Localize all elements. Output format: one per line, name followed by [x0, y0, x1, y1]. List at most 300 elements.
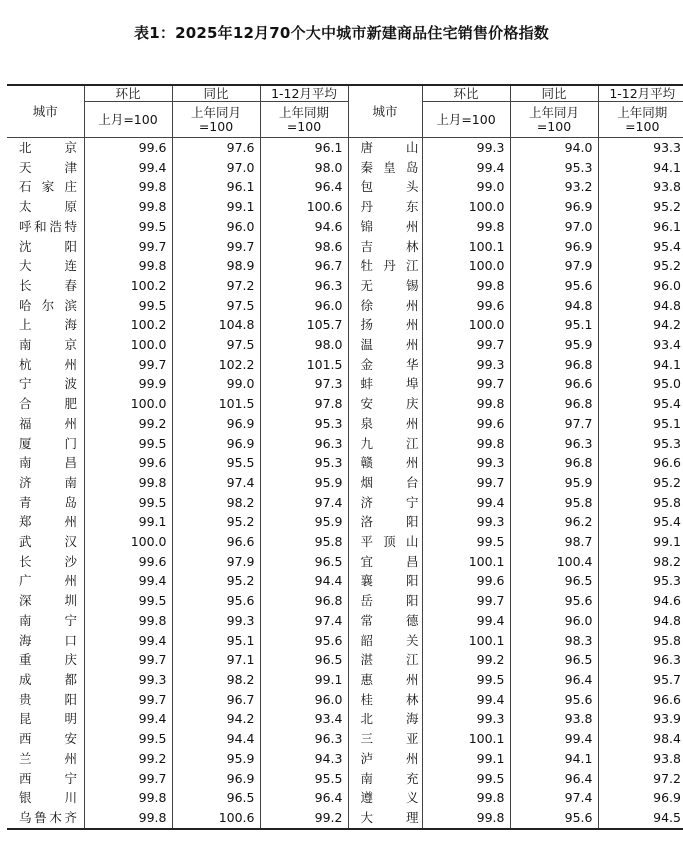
mom-value-right: 99.4: [422, 611, 510, 631]
table-row: [7, 158, 683, 178]
city-label: 包 头: [360, 179, 419, 195]
city-name-right: [348, 158, 422, 178]
yoy-value-left: 101.5: [172, 394, 260, 414]
avg-value-right: 94.1: [598, 355, 683, 375]
mom-value-right: 99.1: [422, 749, 510, 769]
avg-value-right: 95.4: [598, 237, 683, 257]
city-name-left: [7, 197, 84, 217]
yoy-value-right: 96.9: [510, 197, 598, 217]
city-label: 常 德: [360, 612, 419, 628]
avg-value-right: 93.8: [598, 177, 683, 197]
city-name-right: [348, 296, 422, 316]
yoy-value-right: 97.7: [510, 414, 598, 434]
avg-value-right: 96.6: [598, 690, 683, 710]
avg-value-left: 101.5: [260, 355, 348, 375]
yoy-value-left: 95.9: [172, 749, 260, 769]
mom-value-right: 100.1: [422, 552, 510, 572]
yoy-value-right: 95.6: [510, 690, 598, 710]
yoy-value-left: 94.2: [172, 709, 260, 729]
yoy-value-right: 95.6: [510, 591, 598, 611]
city-name-right: [348, 177, 422, 197]
avg-value-left: 96.3: [260, 729, 348, 749]
yoy-value-right: 93.2: [510, 177, 598, 197]
avg-value-left: 94.3: [260, 749, 348, 769]
city-label: 银 川: [19, 790, 77, 806]
city-name-right: [348, 197, 422, 217]
yoy-value-left: 97.6: [172, 138, 260, 158]
yoy-value-right: 95.6: [510, 276, 598, 296]
avg-value-left: 96.3: [260, 434, 348, 454]
avg-value-right: 98.2: [598, 552, 683, 572]
avg-value-left: 95.9: [260, 473, 348, 493]
city-label: 大 理: [360, 809, 419, 825]
city-name-left: [7, 788, 84, 808]
table-row: [7, 453, 683, 473]
city-label: 西 宁: [19, 770, 77, 786]
mom-value-left: 99.8: [84, 788, 172, 808]
city-name-right: [348, 374, 422, 394]
city-label: 郑 州: [19, 514, 77, 530]
table-row: [7, 276, 683, 296]
header-mom-base: 上月=100: [84, 102, 172, 138]
yoy-value-right: 96.8: [510, 453, 598, 473]
city-name-left: [7, 808, 84, 829]
avg-value-right: 96.1: [598, 217, 683, 237]
city-name-right: [348, 788, 422, 808]
avg-value-right: 94.5: [598, 808, 683, 829]
price-index-table: [7, 84, 683, 830]
city-name-left: [7, 650, 84, 670]
mom-value-left: 100.0: [84, 335, 172, 355]
avg-value-right: 96.3: [598, 650, 683, 670]
yoy-value-left: 97.1: [172, 650, 260, 670]
avg-value-right: 94.8: [598, 296, 683, 316]
mom-value-right: 99.3: [422, 512, 510, 532]
mom-value-left: 100.0: [84, 394, 172, 414]
avg-value-left: 96.3: [260, 276, 348, 296]
city-name-right: [348, 611, 422, 631]
yoy-value-right: 96.4: [510, 769, 598, 789]
city-label: 呼 和 浩 特: [19, 218, 77, 234]
yoy-value-left: 96.1: [172, 177, 260, 197]
mom-value-right: 99.8: [422, 217, 510, 237]
header-city: 城市: [7, 85, 84, 138]
city-label: 广 州: [19, 573, 77, 589]
table-row: [7, 237, 683, 257]
city-name-right: [348, 769, 422, 789]
yoy-value-right: 94.1: [510, 749, 598, 769]
yoy-value-left: 98.2: [172, 670, 260, 690]
city-label: 吉 林: [360, 238, 419, 254]
mom-value-left: 99.6: [84, 138, 172, 158]
city-label: 扬 州: [360, 317, 419, 333]
city-label: 西 安: [19, 731, 77, 747]
table-row: [7, 315, 683, 335]
avg-value-left: 96.0: [260, 296, 348, 316]
yoy-value-right: 98.7: [510, 532, 598, 552]
yoy-value-left: 97.4: [172, 473, 260, 493]
table-row: [7, 670, 683, 690]
city-label: 九 江: [360, 435, 419, 451]
table-row: [7, 138, 683, 158]
city-label: 太 原: [19, 199, 77, 215]
city-name-left: [7, 138, 84, 158]
table-row: [7, 552, 683, 572]
city-name-right: [348, 276, 422, 296]
mom-value-right: 99.7: [422, 335, 510, 355]
city-name-left: [7, 453, 84, 473]
yoy-value-right: 97.4: [510, 788, 598, 808]
city-name-right: [348, 591, 422, 611]
mom-value-left: 99.2: [84, 749, 172, 769]
avg-value-left: 96.4: [260, 788, 348, 808]
yoy-value-right: 96.8: [510, 355, 598, 375]
table-row: [7, 769, 683, 789]
avg-value-left: 96.7: [260, 256, 348, 276]
city-label: 青 岛: [19, 494, 77, 510]
city-label: 烟 台: [360, 474, 419, 490]
avg-value-left: 95.3: [260, 453, 348, 473]
header-avg-base: 上年同期=100: [260, 102, 348, 138]
city-label: 长 沙: [19, 553, 77, 569]
avg-value-right: 95.8: [598, 631, 683, 651]
yoy-value-left: 99.1: [172, 197, 260, 217]
mom-value-left: 100.2: [84, 315, 172, 335]
city-label: 上 海: [19, 317, 77, 333]
city-label: 合 肥: [19, 396, 77, 412]
yoy-value-left: 100.6: [172, 808, 260, 829]
city-name-right: [348, 473, 422, 493]
yoy-value-left: 95.5: [172, 453, 260, 473]
city-name-left: [7, 276, 84, 296]
header-mom-base-right: 上月=100: [422, 102, 510, 138]
avg-value-left: 95.8: [260, 532, 348, 552]
city-label: 成 都: [19, 671, 77, 687]
table-row: [7, 788, 683, 808]
city-label: 厦 门: [19, 435, 77, 451]
header-mom-right: 环比: [422, 85, 510, 102]
mom-value-left: 99.7: [84, 690, 172, 710]
city-label: 福 州: [19, 415, 77, 431]
header-yoy-base: 上年同月=100: [172, 102, 260, 138]
avg-value-right: 95.7: [598, 670, 683, 690]
mom-value-right: 99.8: [422, 394, 510, 414]
yoy-value-right: 95.9: [510, 473, 598, 493]
avg-value-right: 95.3: [598, 434, 683, 454]
city-label: 惠 州: [360, 671, 419, 687]
mom-value-right: 100.1: [422, 237, 510, 257]
yoy-value-left: 97.0: [172, 158, 260, 178]
city-label: 南 京: [19, 337, 77, 353]
city-name-right: [348, 414, 422, 434]
avg-value-right: 96.6: [598, 453, 683, 473]
city-name-right: [348, 237, 422, 257]
yoy-value-left: 96.9: [172, 414, 260, 434]
mom-value-right: 100.0: [422, 197, 510, 217]
yoy-value-right: 95.6: [510, 808, 598, 829]
mom-value-right: 99.5: [422, 769, 510, 789]
table-row: [7, 611, 683, 631]
table-row: [7, 729, 683, 749]
city-label: 徐 州: [360, 297, 419, 313]
mom-value-left: 99.5: [84, 493, 172, 513]
city-name-left: [7, 749, 84, 769]
avg-value-left: 93.4: [260, 709, 348, 729]
city-label: 洛 阳: [360, 514, 419, 530]
avg-value-right: 94.2: [598, 315, 683, 335]
city-name-left: [7, 296, 84, 316]
city-name-left: [7, 473, 84, 493]
city-label: 宜 昌: [360, 553, 419, 569]
avg-value-right: 95.2: [598, 473, 683, 493]
city-label: 宁 波: [19, 376, 77, 392]
yoy-value-left: 96.6: [172, 532, 260, 552]
city-name-left: [7, 158, 84, 178]
avg-value-right: 95.4: [598, 512, 683, 532]
yoy-value-right: 100.4: [510, 552, 598, 572]
city-label: 牡 丹 江: [360, 258, 419, 274]
yoy-value-left: 102.2: [172, 355, 260, 375]
city-name-left: [7, 532, 84, 552]
avg-value-left: 96.5: [260, 650, 348, 670]
table-row: [7, 256, 683, 276]
city-label: 岳 阳: [360, 593, 419, 609]
avg-value-left: 96.8: [260, 591, 348, 611]
city-label: 兰 州: [19, 750, 77, 766]
yoy-value-right: 94.0: [510, 138, 598, 158]
city-name-right: [348, 335, 422, 355]
table-row: [7, 532, 683, 552]
avg-value-left: 98.6: [260, 237, 348, 257]
mom-value-left: 99.8: [84, 473, 172, 493]
yoy-value-right: 97.0: [510, 217, 598, 237]
yoy-value-right: 96.5: [510, 571, 598, 591]
mom-value-left: 100.2: [84, 276, 172, 296]
avg-value-right: 93.4: [598, 335, 683, 355]
mom-value-right: 99.4: [422, 493, 510, 513]
yoy-value-right: 94.8: [510, 296, 598, 316]
city-name-right: [348, 315, 422, 335]
yoy-value-left: 99.3: [172, 611, 260, 631]
mom-value-right: 99.0: [422, 177, 510, 197]
city-name-right: [348, 493, 422, 513]
city-name-right: [348, 394, 422, 414]
mom-value-left: 99.8: [84, 197, 172, 217]
city-label: 丹 东: [360, 199, 419, 215]
city-name-left: [7, 611, 84, 631]
city-label: 深 圳: [19, 593, 77, 609]
mom-value-left: 99.6: [84, 453, 172, 473]
mom-value-left: 99.5: [84, 591, 172, 611]
avg-value-right: 97.2: [598, 769, 683, 789]
yoy-value-left: 95.2: [172, 571, 260, 591]
avg-value-left: 96.0: [260, 690, 348, 710]
mom-value-left: 99.8: [84, 808, 172, 829]
yoy-value-left: 96.7: [172, 690, 260, 710]
yoy-value-right: 96.9: [510, 237, 598, 257]
avg-value-right: 96.0: [598, 276, 683, 296]
mom-value-right: 99.5: [422, 670, 510, 690]
city-name-left: [7, 355, 84, 375]
avg-value-right: 94.8: [598, 611, 683, 631]
city-label: 济 宁: [360, 494, 419, 510]
table-row: [7, 414, 683, 434]
yoy-value-right: 93.8: [510, 709, 598, 729]
city-label: 蚌 埠: [360, 376, 419, 392]
city-label: 平 顶 山: [360, 534, 419, 550]
mom-value-right: 99.2: [422, 650, 510, 670]
city-name-right: [348, 138, 422, 158]
city-name-left: [7, 591, 84, 611]
mom-value-left: 99.5: [84, 729, 172, 749]
mom-value-right: 99.3: [422, 453, 510, 473]
avg-value-left: 97.4: [260, 493, 348, 513]
avg-value-left: 100.6: [260, 197, 348, 217]
city-name-right: [348, 512, 422, 532]
city-name-right: [348, 552, 422, 572]
city-label: 大 连: [19, 258, 77, 274]
mom-value-left: 99.2: [84, 414, 172, 434]
mom-value-left: 99.9: [84, 374, 172, 394]
city-name-right: [348, 256, 422, 276]
mom-value-left: 99.8: [84, 611, 172, 631]
mom-value-left: 99.6: [84, 552, 172, 572]
mom-value-right: 100.0: [422, 256, 510, 276]
table-row: [7, 473, 683, 493]
city-label: 湛 江: [360, 652, 419, 668]
yoy-value-right: 96.2: [510, 512, 598, 532]
table-row: [7, 512, 683, 532]
avg-value-right: 99.1: [598, 532, 683, 552]
yoy-value-left: 97.2: [172, 276, 260, 296]
table-row: [7, 650, 683, 670]
city-label: 南 昌: [19, 455, 77, 471]
mom-value-right: 99.6: [422, 296, 510, 316]
city-label: 天 津: [19, 159, 77, 175]
avg-value-right: 95.2: [598, 256, 683, 276]
yoy-value-right: 95.3: [510, 158, 598, 178]
avg-value-left: 94.4: [260, 571, 348, 591]
avg-value-left: 95.3: [260, 414, 348, 434]
city-name-left: [7, 237, 84, 257]
city-label: 赣 州: [360, 455, 419, 471]
mom-value-right: 99.7: [422, 473, 510, 493]
header-yoy-base-right: 上年同月=100: [510, 102, 598, 138]
city-name-left: [7, 374, 84, 394]
yoy-value-left: 96.5: [172, 788, 260, 808]
city-label: 昆 明: [19, 711, 77, 727]
avg-value-left: 98.0: [260, 158, 348, 178]
table-row: [7, 709, 683, 729]
avg-value-right: 93.9: [598, 709, 683, 729]
city-name-right: [348, 670, 422, 690]
yoy-value-right: 98.3: [510, 631, 598, 651]
city-name-left: [7, 493, 84, 513]
city-label: 三 亚: [360, 731, 419, 747]
avg-value-left: 97.4: [260, 611, 348, 631]
mom-value-right: 99.6: [422, 571, 510, 591]
avg-value-left: 98.0: [260, 335, 348, 355]
yoy-value-left: 97.5: [172, 335, 260, 355]
city-name-right: [348, 355, 422, 375]
table-row: [7, 296, 683, 316]
avg-value-left: 96.4: [260, 177, 348, 197]
city-name-left: [7, 256, 84, 276]
city-label: 沈 阳: [19, 238, 77, 254]
avg-value-right: 94.6: [598, 591, 683, 611]
mom-value-right: 99.4: [422, 158, 510, 178]
table-row: [7, 394, 683, 414]
city-name-left: [7, 709, 84, 729]
avg-value-left: 95.9: [260, 512, 348, 532]
city-label: 泸 州: [360, 750, 419, 766]
mom-value-right: 99.8: [422, 434, 510, 454]
mom-value-right: 99.3: [422, 138, 510, 158]
yoy-value-left: 99.7: [172, 237, 260, 257]
mom-value-right: 99.8: [422, 276, 510, 296]
yoy-value-right: 96.6: [510, 374, 598, 394]
mom-value-left: 99.1: [84, 512, 172, 532]
city-name-left: [7, 729, 84, 749]
mom-value-left: 99.4: [84, 709, 172, 729]
city-label: 长 春: [19, 277, 77, 293]
mom-value-left: 99.4: [84, 571, 172, 591]
mom-value-left: 99.8: [84, 256, 172, 276]
yoy-value-right: 95.8: [510, 493, 598, 513]
yoy-value-left: 99.0: [172, 374, 260, 394]
header-city-right: 城市: [348, 85, 422, 138]
city-label: 南 宁: [19, 612, 77, 628]
avg-value-left: 105.7: [260, 315, 348, 335]
mom-value-left: 100.0: [84, 532, 172, 552]
mom-value-left: 99.5: [84, 217, 172, 237]
city-name-left: [7, 217, 84, 237]
yoy-value-left: 96.0: [172, 217, 260, 237]
mom-value-left: 99.5: [84, 296, 172, 316]
city-label: 秦 皇 岛: [360, 159, 419, 175]
city-name-left: [7, 335, 84, 355]
city-label: 金 华: [360, 356, 419, 372]
mom-value-left: 99.4: [84, 631, 172, 651]
mom-value-left: 99.8: [84, 177, 172, 197]
header-avg-base-right: 上年同期=100: [598, 102, 683, 138]
city-name-right: [348, 650, 422, 670]
yoy-value-left: 94.4: [172, 729, 260, 749]
header-yoy-right: 同比: [510, 85, 598, 102]
city-name-left: [7, 690, 84, 710]
header-mom: 环比: [84, 85, 172, 102]
city-name-right: [348, 690, 422, 710]
city-label: 南 充: [360, 770, 419, 786]
city-label: 襄 阳: [360, 573, 419, 589]
yoy-value-right: 95.9: [510, 335, 598, 355]
city-name-left: [7, 552, 84, 572]
mom-value-right: 99.4: [422, 690, 510, 710]
city-name-left: [7, 315, 84, 335]
mom-value-right: 100.1: [422, 631, 510, 651]
city-label: 温 州: [360, 337, 419, 353]
mom-value-right: 99.7: [422, 591, 510, 611]
avg-value-right: 95.0: [598, 374, 683, 394]
city-label: 武 汉: [19, 534, 77, 550]
city-label: 乌 鲁 木 齐: [19, 809, 77, 825]
city-name-left: [7, 631, 84, 651]
city-name-right: [348, 532, 422, 552]
avg-value-left: 95.5: [260, 769, 348, 789]
yoy-value-right: 95.1: [510, 315, 598, 335]
city-name-right: [348, 217, 422, 237]
avg-value-right: 95.2: [598, 197, 683, 217]
